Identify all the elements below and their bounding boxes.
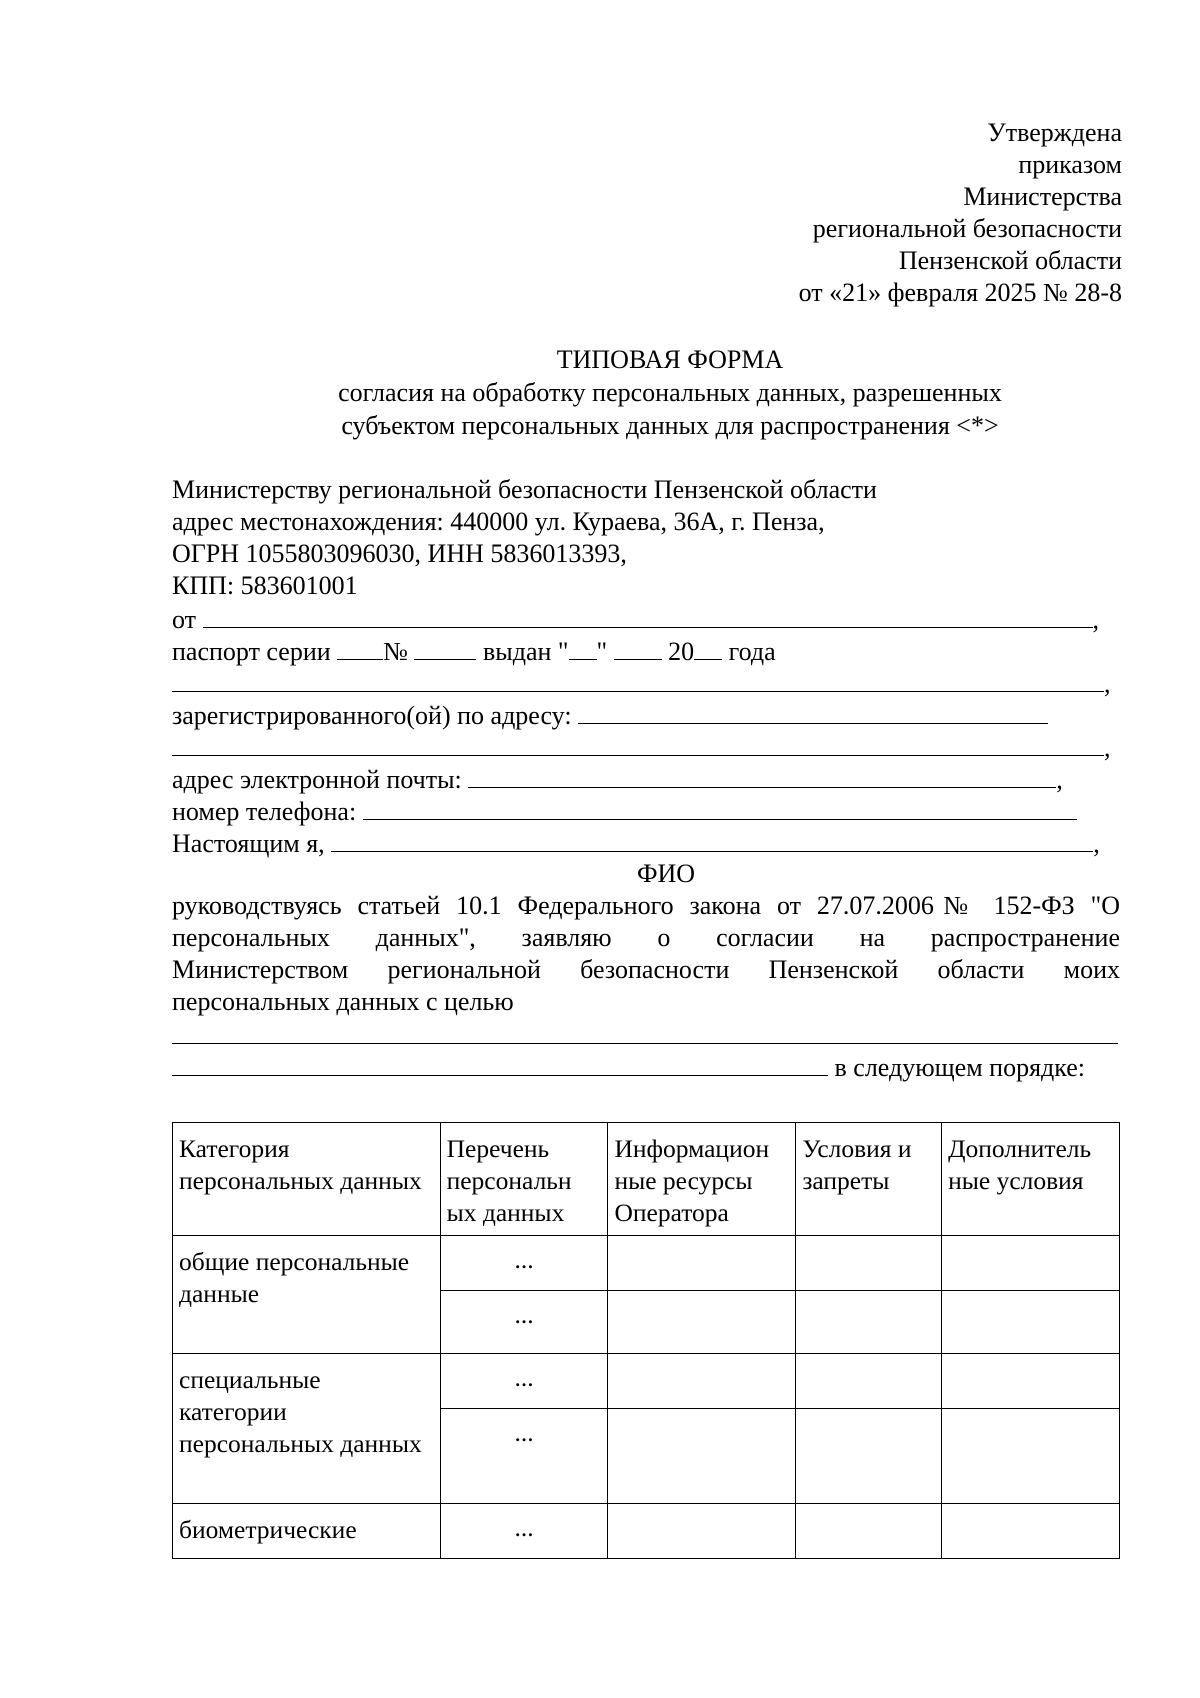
approval-line: Пензенской области <box>898 246 1122 275</box>
statement-line: персональных данных с целью <box>172 987 514 1016</box>
from-blank[interactable] <box>203 602 1093 628</box>
statement-line: персональных данных", заявляю о согласии на распространение <box>172 923 1120 952</box>
additional-cell[interactable] <box>942 1409 1120 1504</box>
addressee-line: ОГРН 1055803096030, ИНН 5836013393, <box>172 539 627 568</box>
registered-address-blank[interactable] <box>578 698 1048 724</box>
comma: , <box>1093 829 1100 858</box>
form-subtitle: субъектом персональных данных для распространения <*> <box>341 411 999 440</box>
email-label: адрес электронной почты: <box>172 765 462 794</box>
purpose-row-continued <box>172 1050 1120 1082</box>
resources-cell[interactable] <box>608 1504 796 1559</box>
registered-row-continued <box>172 730 1120 762</box>
table-row <box>173 1354 1120 1409</box>
fio-blank[interactable] <box>331 826 1093 852</box>
additional-cell[interactable] <box>942 1291 1120 1354</box>
passport-row <box>172 634 1120 666</box>
table-row <box>173 1504 1120 1559</box>
order-label: в следующем порядке: <box>834 1053 1086 1082</box>
year-label: года <box>728 637 776 666</box>
quote-close: " <box>596 637 608 666</box>
email-row <box>172 762 1120 794</box>
additional-cell[interactable] <box>942 1354 1120 1409</box>
purpose-row <box>172 1018 1120 1050</box>
issued-day-blank[interactable] <box>569 634 597 660</box>
purpose-blank-2[interactable] <box>172 1050 828 1076</box>
issued-month-blank[interactable] <box>614 634 662 660</box>
form-title <box>170 343 1170 442</box>
comma: , <box>1104 733 1111 762</box>
approval-line: региональной безопасности <box>812 214 1122 243</box>
approval-date-line: от «21» февраля 2025 № 28-8 <box>798 278 1122 307</box>
header-list: Перечень персональн ых данных <box>440 1123 608 1236</box>
issued-year-blank[interactable] <box>694 634 722 660</box>
conditions-cell[interactable] <box>796 1409 942 1504</box>
form-heading: ТИПОВАЯ ФОРМА <box>556 345 784 374</box>
resources-cell[interactable] <box>608 1409 796 1504</box>
resources-cell[interactable] <box>608 1354 796 1409</box>
table-header-row <box>173 1123 1120 1236</box>
list-cell[interactable]: ... <box>440 1236 608 1291</box>
additional-cell[interactable] <box>942 1504 1120 1559</box>
passport-number-blank[interactable] <box>414 634 476 660</box>
category-cell: общие персональные данные <box>173 1236 441 1354</box>
comma: , <box>1104 669 1111 698</box>
header-additional: Дополнитель ные условия <box>942 1123 1120 1236</box>
email-blank[interactable] <box>468 762 1056 788</box>
from-label: от <box>172 605 197 634</box>
registered-row <box>172 698 1120 730</box>
list-cell[interactable]: ... <box>440 1291 608 1354</box>
passport-series-blank[interactable] <box>337 634 383 660</box>
list-cell[interactable]: ... <box>440 1409 608 1504</box>
list-cell[interactable]: ... <box>440 1504 608 1559</box>
comma: , <box>1056 765 1063 794</box>
category-cell: биометрические <box>173 1504 441 1559</box>
conditions-cell[interactable] <box>796 1504 942 1559</box>
header-conditions: Условия и запреты <box>796 1123 942 1236</box>
conditions-cell[interactable] <box>796 1354 942 1409</box>
conditions-cell[interactable] <box>796 1291 942 1354</box>
phone-blank[interactable] <box>363 794 1077 820</box>
approval-line: Утверждена <box>987 118 1122 147</box>
year-prefix: 20 <box>668 637 695 666</box>
approval-line: Министерства <box>963 182 1122 211</box>
resources-cell[interactable] <box>608 1236 796 1291</box>
header-resources: Информацион ные ресурсы Оператора <box>608 1123 796 1236</box>
resources-cell[interactable] <box>608 1291 796 1354</box>
issued-label: выдан " <box>482 637 569 666</box>
phone-row <box>172 794 1120 826</box>
addressee-line: адрес местонахождения: 440000 ул. Кураева, 36А, г. Пенза, <box>172 507 825 536</box>
consent-table <box>172 1122 1120 1559</box>
passport-issuer-blank[interactable] <box>172 666 1104 692</box>
conditions-cell[interactable] <box>796 1236 942 1291</box>
form-subtitle: согласия на обработку персональных данных, разрешенных <box>338 378 1002 407</box>
additional-cell[interactable] <box>942 1236 1120 1291</box>
passport-number-label: № <box>383 637 408 666</box>
addressee-line: Министерству региональной безопасности Пензенской области <box>172 475 877 504</box>
fio-caption: ФИО <box>636 859 696 888</box>
purpose-blank[interactable] <box>172 1018 1118 1044</box>
passport-series-label: паспорт серии <box>172 637 331 666</box>
comma: , <box>1092 605 1100 634</box>
statement-line: руководствуясь статьей 10.1 Федерального закона от 27.07.2006№ 152-ФЗ "О <box>172 891 1120 920</box>
table-row <box>173 1236 1120 1291</box>
form-body <box>172 474 1120 1082</box>
registered-address-blank-2[interactable] <box>172 730 1104 756</box>
hereby-row <box>172 826 1120 858</box>
phone-label: номер телефона: <box>172 797 357 826</box>
addressee-line: КПП: 583601001 <box>172 571 358 600</box>
category-cell: специальные категории персональных данных <box>173 1354 441 1504</box>
passport-issuer-row <box>172 666 1120 698</box>
from-field-row <box>172 602 1120 634</box>
approval-line: приказом <box>1018 150 1122 179</box>
statement-line: Министерством региональной безопасности Пензенской области моих <box>172 955 1120 984</box>
registered-label: зарегистрированного(ой) по адресу: <box>172 701 572 730</box>
list-cell[interactable]: ... <box>440 1354 608 1409</box>
hereby-label: Настоящим я, <box>172 829 325 858</box>
approval-stamp <box>799 117 1122 309</box>
header-category: Категория персональных данных <box>173 1123 441 1236</box>
